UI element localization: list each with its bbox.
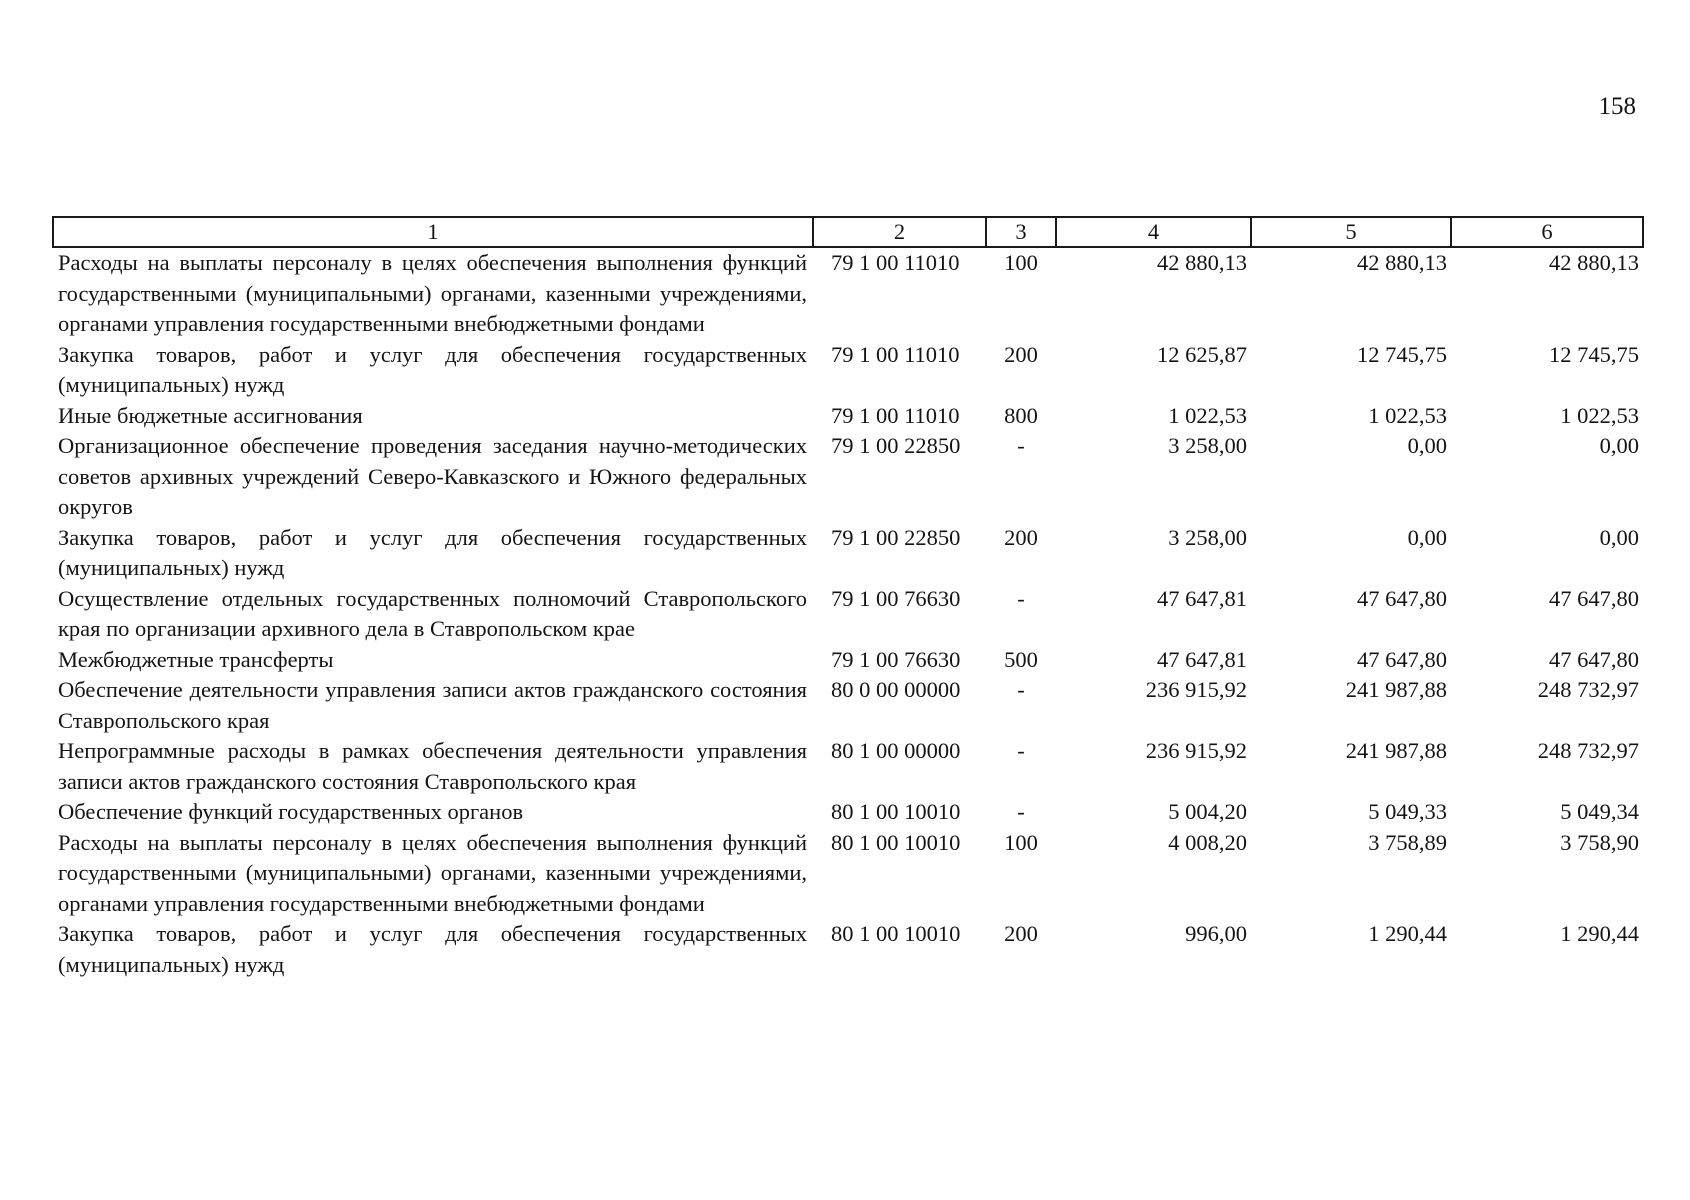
- header-col-4: 4: [1056, 217, 1251, 247]
- table-row: [53, 401, 1643, 432]
- row-amount-col6: 1 290,44: [1560, 921, 1639, 946]
- row-amount-col4: 42 880,13: [1157, 250, 1247, 275]
- table-row: [53, 523, 1643, 584]
- row-target-code: 80 0 00 00000: [831, 677, 961, 702]
- row-amount-col6: 0,00: [1599, 433, 1639, 458]
- header-col-6: 6: [1451, 217, 1643, 247]
- row-amount-col5: 12 745,75: [1357, 341, 1447, 367]
- row-description: Непрограммные расходы в рамках обеспечения деятельности управления записи актов гражданского состояния Ставропольского края: [58, 738, 807, 794]
- row-amount-col6: 47 647,80: [1549, 646, 1639, 672]
- row-amount-col4: 5 004,20: [1168, 799, 1247, 824]
- row-expense-type: -: [1017, 799, 1025, 824]
- row-target-code: 80 1 00 10010: [831, 799, 961, 824]
- header-col-1: 1: [53, 217, 813, 247]
- row-amount-col6: 47 647,80: [1549, 585, 1639, 611]
- budget-table-container: [52, 216, 1642, 980]
- row-expense-type: 100: [1004, 829, 1038, 855]
- row-description: Закупка товаров, работ и услуг для обеспечения государственных (муниципальных) нужд: [58, 341, 807, 397]
- row-amount-col5: 1 290,44: [1368, 921, 1447, 946]
- row-amount-col6: 1 022,53: [1560, 402, 1639, 428]
- table-row: [53, 645, 1643, 676]
- row-expense-type: 500: [1004, 646, 1038, 672]
- row-amount-col6: 248 732,97: [1537, 677, 1639, 702]
- row-target-code: 79 1 00 11010: [831, 402, 960, 428]
- row-target-code: 80 1 00 00000: [831, 738, 961, 763]
- row-amount-col5: 42 880,13: [1357, 250, 1447, 275]
- row-expense-type: -: [1017, 738, 1025, 763]
- row-description: Расходы на выплаты персоналу в целях обеспечения выполнения функций государственными (муниципальными) органами, казенными учреждениями, органами управления государственными внебюджетными фондами: [58, 829, 807, 916]
- table-row: [53, 828, 1643, 920]
- row-expense-type: 800: [1004, 402, 1038, 428]
- row-amount-col4: 996,00: [1185, 921, 1247, 946]
- header-col-2: 2: [813, 217, 986, 247]
- row-target-code: 80 1 00 10010: [831, 921, 961, 946]
- row-amount-col6: 3 758,90: [1560, 829, 1639, 855]
- row-amount-col4: 3 258,00: [1168, 524, 1247, 550]
- table-body: [53, 247, 1643, 980]
- row-description: Расходы на выплаты персоналу в целях обеспечения выполнения функций государственными (муниципальными) органами, казенными учреждениями, органами управления государственными внебюджетными фондами: [58, 250, 807, 336]
- row-target-code: 79 1 00 11010: [831, 250, 960, 275]
- row-description: Межбюджетные трансферты: [58, 646, 334, 672]
- row-amount-col6: 5 049,34: [1560, 799, 1639, 824]
- row-target-code: 79 1 00 11010: [831, 341, 960, 367]
- row-target-code: 80 1 00 10010: [831, 829, 961, 855]
- table-row: [53, 919, 1643, 980]
- row-amount-col5: 1 022,53: [1368, 402, 1447, 428]
- budget-table: [52, 216, 1644, 980]
- row-expense-type: -: [1017, 585, 1025, 611]
- table-row: [53, 247, 1643, 340]
- row-target-code: 79 1 00 76630: [831, 585, 961, 611]
- row-amount-col5: 241 987,88: [1345, 738, 1447, 763]
- table-row: [53, 584, 1643, 645]
- row-expense-type: -: [1017, 677, 1025, 702]
- row-amount-col6: 42 880,13: [1549, 250, 1639, 275]
- row-amount-col4: 3 258,00: [1168, 433, 1247, 458]
- row-description: Осуществление отдельных государственных полномочий Ставропольского края по организации архивного дела в Ставропольском крае: [58, 585, 807, 641]
- row-amount-col6: 248 732,97: [1537, 738, 1639, 763]
- row-amount-col4: 1 022,53: [1168, 402, 1247, 428]
- row-expense-type: 200: [1004, 341, 1038, 367]
- row-amount-col6: 0,00: [1599, 524, 1639, 550]
- table-row: [53, 340, 1643, 401]
- table-row: [53, 736, 1643, 797]
- row-description: Закупка товаров, работ и услуг для обеспечения государственных (муниципальных) нужд: [58, 524, 807, 580]
- header-col-3: 3: [986, 217, 1056, 247]
- row-amount-col6: 12 745,75: [1549, 341, 1639, 367]
- row-target-code: 79 1 00 76630: [831, 646, 961, 672]
- row-description: Организационное обеспечение проведения заседания научно-методических советов архивных учреждений Северо-Кавказского и Южного федеральных округов: [58, 433, 807, 519]
- row-amount-col5: 47 647,80: [1357, 646, 1447, 672]
- row-description: Обеспечение функций государственных органов: [58, 799, 524, 824]
- row-amount-col5: 0,00: [1407, 433, 1447, 458]
- row-expense-type: -: [1017, 433, 1025, 458]
- row-amount-col4: 236 915,92: [1145, 738, 1247, 763]
- table-row: [53, 431, 1643, 523]
- row-amount-col5: 0,00: [1407, 524, 1447, 550]
- page-number: 158: [1598, 93, 1636, 120]
- row-description: Закупка товаров, работ и услуг для обеспечения государственных (муниципальных) нужд: [58, 921, 807, 977]
- row-amount-col5: 47 647,80: [1357, 585, 1447, 611]
- row-target-code: 79 1 00 22850: [831, 524, 961, 550]
- row-description: Обеспечение деятельности управления записи актов гражданского состояния Ставропольского края: [58, 677, 807, 733]
- row-amount-col4: 47 647,81: [1157, 585, 1247, 611]
- row-amount-col5: 5 049,33: [1368, 799, 1447, 824]
- table-row: [53, 797, 1643, 828]
- row-description: Иные бюджетные ассигнования: [58, 402, 363, 428]
- table-row: [53, 675, 1643, 736]
- row-amount-col5: 3 758,89: [1368, 829, 1447, 855]
- row-amount-col5: 241 987,88: [1345, 677, 1447, 702]
- header-row: [53, 217, 1643, 247]
- row-amount-col4: 12 625,87: [1157, 341, 1247, 367]
- row-amount-col4: 47 647,81: [1157, 646, 1247, 672]
- row-expense-type: 100: [1004, 250, 1038, 275]
- table-header: [53, 217, 1643, 247]
- row-amount-col4: 236 915,92: [1145, 677, 1247, 702]
- row-expense-type: 200: [1004, 524, 1038, 550]
- row-target-code: 79 1 00 22850: [831, 433, 961, 458]
- row-expense-type: 200: [1004, 921, 1038, 946]
- row-amount-col4: 4 008,20: [1168, 829, 1247, 855]
- header-col-5: 5: [1251, 217, 1451, 247]
